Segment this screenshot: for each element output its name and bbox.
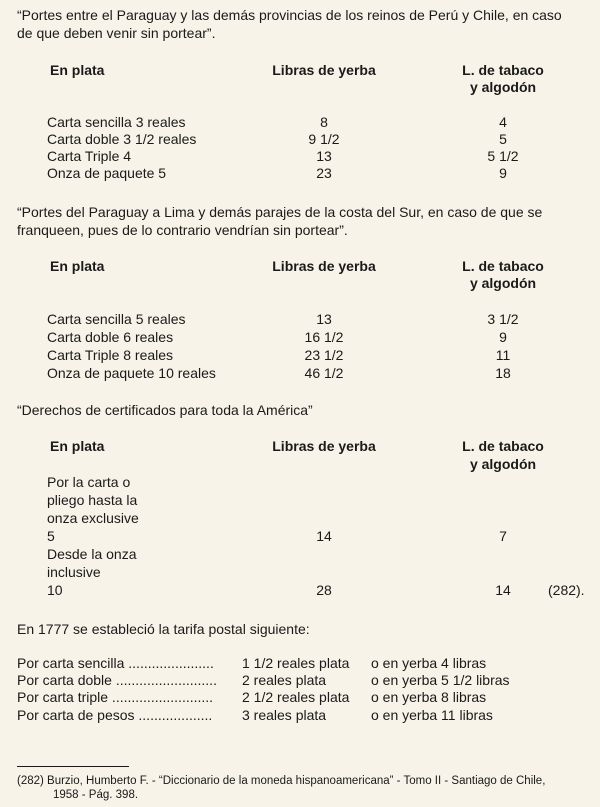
section2-row-tabaco: 9 <box>499 329 507 345</box>
section1-row-tabaco: 9 <box>499 165 507 181</box>
tariff-row-plata: 2 1/2 reales plata <box>242 689 350 705</box>
section2-row-label: Onza de paquete 10 reales <box>47 365 216 381</box>
tariff-row-yerba: o en yerba 11 libras <box>371 707 493 723</box>
section1-header-tabaco: L. de tabaco <box>462 62 544 78</box>
section1-intro-line2: de que deben venir sin portear”. <box>17 25 216 41</box>
tariff-row-yerba: o en yerba 5 1/2 libras <box>371 672 510 688</box>
section3-header-yerba: Libras de yerba <box>272 438 376 454</box>
section2-intro-line1: “Portes del Paraguay a Lima y demás parajes de la costa del Sur, en caso de que se <box>17 204 543 220</box>
section2-header-plata: En plata <box>50 258 105 274</box>
section3-row1-label-line: pliego hasta la <box>47 492 138 508</box>
section3-row1-yerba: 14 <box>316 528 332 544</box>
section3-intro-line1: “Derechos de certificados para toda la América” <box>17 402 313 418</box>
tariff-row-label: Por carta sencilla ...................... <box>17 655 214 671</box>
section2-header-algodon: y algodón <box>469 275 537 291</box>
section3-row2-label-line: inclusive <box>47 564 101 580</box>
section1-header-plata: En plata <box>50 62 105 78</box>
section3-row1-label-line: 5 <box>47 528 55 544</box>
section2-intro-line2: franqueen, pues de lo contrario vendrían sin portear”. <box>17 222 348 238</box>
footnote-line1: (282) Burzio, Humberto F. - “Diccionario de la moneda hispanoamericana” - Tomo II - Santiago de Chile, <box>17 775 546 787</box>
section1-row-yerba: 13 <box>316 148 332 164</box>
section2-row-label: Carta doble 6 reales <box>47 329 174 345</box>
section2-row-yerba: 23 1/2 <box>304 347 344 363</box>
section1-row-label: Onza de paquete 5 <box>47 165 167 181</box>
section1-header-yerba: Libras de yerba <box>272 62 376 78</box>
section1-row-yerba: 9 1/2 <box>308 131 340 147</box>
footnote-reference: (282). <box>548 582 585 598</box>
section1-row-yerba: 23 <box>316 165 332 181</box>
tariff-row-label: Por carta de pesos ................... <box>17 707 213 723</box>
section1-row-tabaco: 5 1/2 <box>487 148 519 164</box>
section2-row-tabaco: 18 <box>495 365 511 381</box>
section2-row-label: Carta Triple 8 reales <box>47 347 174 363</box>
section3-row2-yerba: 28 <box>316 582 332 598</box>
section2-header-tabaco: L. de tabaco <box>462 258 544 274</box>
section1-row-yerba: 8 <box>320 114 328 130</box>
tariff-row-yerba: o en yerba 8 libras <box>371 689 487 705</box>
section3-row1-label-line: onza exclusive <box>47 510 139 526</box>
section3-header-tabaco: L. de tabaco <box>462 438 544 454</box>
section1-row-tabaco: 5 <box>499 131 507 147</box>
section1-row-label: Carta Triple 4 <box>47 148 132 164</box>
section2-row-yerba: 46 1/2 <box>304 365 344 381</box>
section3-row1-tabaco: 7 <box>499 528 507 544</box>
tariff-row-plata: 3 reales plata <box>242 707 327 723</box>
section3-row2-label-line: 10 <box>47 582 63 598</box>
section1-row-label: Carta doble 3 1/2 reales <box>47 131 197 147</box>
tariff-intro: En 1777 se estableció la tarifa postal siguiente: <box>17 621 310 637</box>
tariff-row-plata: 2 reales plata <box>242 672 327 688</box>
tariff-row-plata: 1 1/2 reales plata <box>242 655 350 671</box>
tariff-row-label: Por carta triple .......................... <box>17 689 214 705</box>
section3-row2-label-line: Desde la onza <box>47 546 137 562</box>
section1-row-label: Carta sencilla 3 reales <box>47 114 186 130</box>
section1-header-algodon: y algodón <box>469 79 537 95</box>
section3-row1-label-line: Por la carta o <box>47 474 131 490</box>
tariff-row-yerba: o en yerba 4 libras <box>371 655 487 671</box>
section2-row-label: Carta sencilla 5 reales <box>47 311 186 327</box>
section2-row-tabaco: 11 <box>495 347 511 363</box>
footnote-divider <box>17 766 129 767</box>
section2-header-yerba: Libras de yerba <box>272 258 376 274</box>
section2-row-yerba: 16 1/2 <box>304 329 344 345</box>
tariff-row-label: Por carta doble .......................... <box>17 672 217 688</box>
section2-row-tabaco: 3 1/2 <box>487 311 519 327</box>
section3-header-algodon: y algodón <box>469 456 537 472</box>
section3-header-plata: En plata <box>50 438 105 454</box>
section1-intro-line1: “Portes entre el Paraguay y las demás provincias de los reinos de Perú y Chile, en caso <box>17 7 562 23</box>
footnote-line2: 1958 - Pág. 398. <box>53 789 139 801</box>
section1-row-tabaco: 4 <box>499 114 507 130</box>
section2-row-yerba: 13 <box>316 311 332 327</box>
section3-row2-tabaco: 14 <box>495 582 511 598</box>
